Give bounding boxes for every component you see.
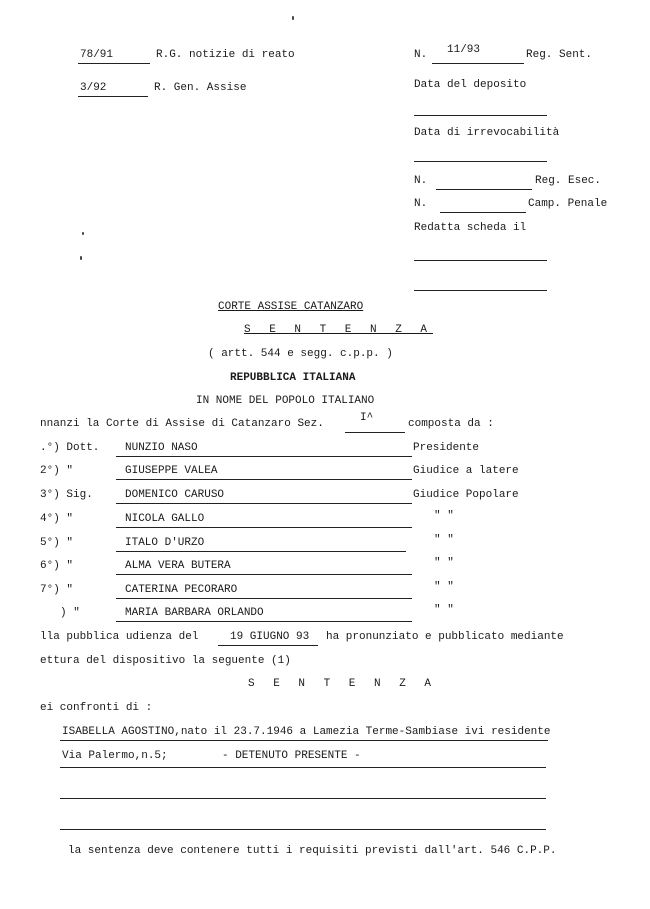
footnote: la sentenza deve contenere tutti i requisiti previsti dall'art. 546 C.P.P. bbox=[68, 845, 557, 857]
judge-name-line bbox=[116, 551, 406, 552]
scan-speck bbox=[80, 256, 82, 260]
judge-name-line bbox=[116, 621, 412, 622]
rg-number-line bbox=[78, 63, 150, 64]
court-section-line bbox=[345, 432, 405, 433]
scheda-line-1 bbox=[414, 260, 547, 261]
judge-name-line bbox=[116, 503, 412, 504]
scheda-line-2 bbox=[414, 290, 547, 291]
court-name: CORTE ASSISE CATANZARO bbox=[218, 301, 364, 313]
judge-name: NICOLA GALLO bbox=[125, 513, 205, 525]
irrevocability-label: Data di irrevocabilità bbox=[414, 127, 560, 139]
judge-name: NUNZIO NASO bbox=[125, 442, 198, 454]
judge-number: 2°) " bbox=[40, 465, 74, 477]
in-name-heading: IN NOME DEL POPOLO ITALIANO bbox=[196, 395, 375, 407]
hearing-text: lla pubblica udienza del bbox=[40, 631, 199, 643]
judge-role: " " bbox=[434, 604, 454, 616]
address-line bbox=[60, 767, 546, 768]
reg-esec-label: Reg. Esec. bbox=[535, 175, 602, 187]
sentence-heading: S E N T E N Z A bbox=[244, 324, 434, 336]
deposit-label: Data del deposito bbox=[414, 79, 527, 91]
n2-label: N. bbox=[414, 175, 428, 187]
judge-role: Giudice a latere bbox=[413, 465, 519, 477]
hearing-outcome: ha pronunziato e pubblicato mediante bbox=[326, 631, 564, 643]
court-section: I^ bbox=[360, 412, 374, 424]
judge-number: 6°) " bbox=[40, 560, 74, 572]
camp-penale-line bbox=[440, 212, 526, 213]
judge-name-line bbox=[116, 598, 412, 599]
judge-name: ITALO D'URZO bbox=[125, 537, 205, 549]
judge-name-line bbox=[116, 574, 412, 575]
judge-role: " " bbox=[434, 557, 454, 569]
judge-name: ALMA VERA BUTERA bbox=[125, 560, 231, 572]
intro-composed: composta da : bbox=[408, 418, 494, 430]
second-sentence-heading: S E N T E N Z A bbox=[248, 678, 438, 690]
sentence-number-line bbox=[432, 63, 524, 64]
judge-role: Giudice Popolare bbox=[413, 489, 519, 501]
judge-name: CATERINA PECORARO bbox=[125, 584, 238, 596]
assise-number-line bbox=[78, 96, 148, 97]
scan-speck bbox=[292, 16, 294, 20]
judge-role: Presidente bbox=[413, 442, 480, 454]
irrevocability-line bbox=[414, 161, 547, 162]
judge-role: " " bbox=[434, 510, 454, 522]
defendant-address: Via Palermo,n.5; bbox=[62, 750, 168, 762]
blank-line-1 bbox=[60, 798, 546, 799]
defendant-status: - DETENUTO PRESENTE - bbox=[222, 750, 361, 762]
n-label: N. bbox=[414, 49, 428, 61]
reg-esec-line bbox=[436, 189, 532, 190]
assise-label: R. Gen. Assise bbox=[154, 82, 247, 94]
n3-label: N. bbox=[414, 198, 428, 210]
scan-speck bbox=[82, 232, 84, 235]
blank-line-2 bbox=[60, 829, 546, 830]
deposit-line bbox=[414, 115, 547, 116]
judge-number: 3°) Sig. bbox=[40, 489, 93, 501]
hearing-reading: ettura del dispositivo la seguente (1) bbox=[40, 655, 291, 667]
rg-number: 78/91 bbox=[80, 49, 114, 61]
intro-text: nnanzi la Corte di Assise di Catanzaro Sez. bbox=[40, 418, 324, 430]
reg-sent-label: Reg. Sent. bbox=[526, 49, 593, 61]
hearing-date: 19 GIUGNO 93 bbox=[230, 631, 310, 643]
judge-number: 4°) " bbox=[40, 513, 74, 525]
camp-penale-label: Camp. Penale bbox=[528, 198, 608, 210]
judge-number: 5°) " bbox=[40, 537, 74, 549]
sentence-number: 11/93 bbox=[447, 44, 481, 56]
defendant-details: ISABELLA AGOSTINO,nato il 23.7.1946 a Lamezia Terme-Sambiase ivi residente bbox=[62, 726, 551, 738]
rg-label: R.G. notizie di reato bbox=[156, 49, 295, 61]
judge-name-line bbox=[116, 527, 412, 528]
judge-role: " " bbox=[434, 581, 454, 593]
republic-heading: REPUBBLICA ITALIANA bbox=[230, 372, 356, 384]
judge-role: " " bbox=[434, 534, 454, 546]
defendant-line bbox=[60, 740, 548, 741]
judge-name-line bbox=[116, 479, 412, 480]
judge-name: MARIA BARBARA ORLANDO bbox=[125, 607, 264, 619]
hearing-date-line bbox=[218, 645, 318, 646]
judge-number: ) " bbox=[60, 607, 80, 619]
against-label: ei confronti di : bbox=[40, 702, 153, 714]
judge-name: GIUSEPPE VALEA bbox=[125, 465, 218, 477]
judge-number: .°) Dott. bbox=[40, 442, 100, 454]
judge-number: 7°) " bbox=[40, 584, 74, 596]
assise-number: 3/92 bbox=[80, 82, 107, 94]
judge-name: DOMENICO CARUSO bbox=[125, 489, 225, 501]
judge-name-line bbox=[116, 456, 412, 457]
articles-reference: ( artt. 544 e segg. c.p.p. ) bbox=[208, 348, 393, 360]
scheda-label: Redatta scheda il bbox=[414, 222, 527, 234]
